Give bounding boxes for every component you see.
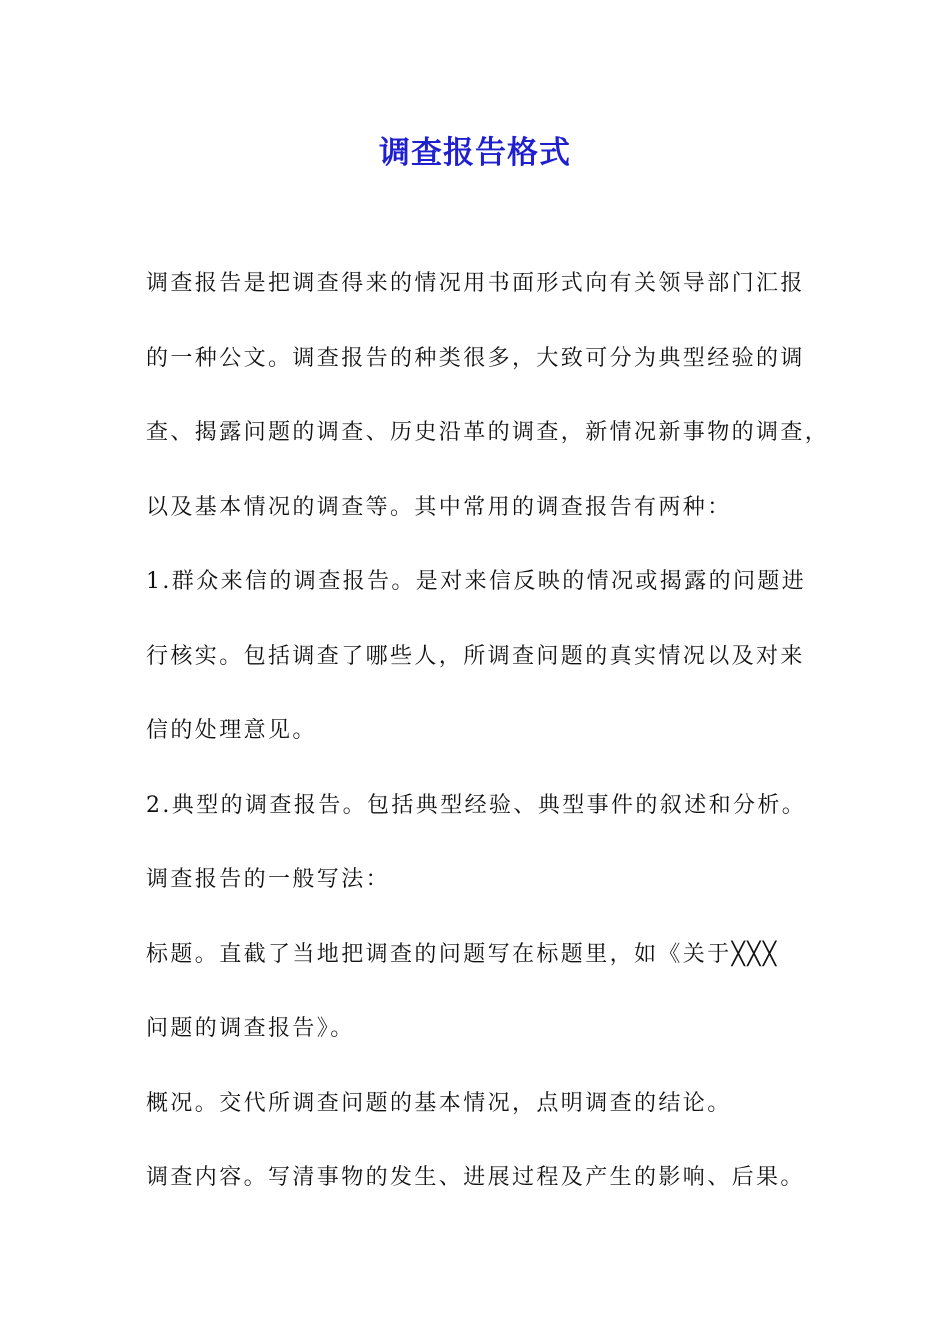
body-line: 信的处理意见。 <box>146 718 317 743</box>
body-line: 调查报告的一般写法： <box>146 867 391 892</box>
body-line: 调查内容。写清事物的发生、进展过程及产生的影响、后果。 <box>146 1165 805 1190</box>
body-line: 问题的调查报告》。 <box>146 1016 355 1041</box>
body-line: 以及基本情况的调查等。其中常用的调查报告有两种： <box>146 494 732 520</box>
body-line: 概况。交代所调查问题的基本情况，点明调查的结论。 <box>146 1090 732 1116</box>
body-line: 调查报告是把调查得来的情况用书面形式向有关领导部门汇报 <box>146 271 805 296</box>
body-line: 查、揭露问题的调查、历史沿革的调查，新情况新事物的调查， <box>146 420 830 445</box>
body-line: 标题。直截了当地把调查的问题写在标题里，如《关于╳╳╳ <box>146 941 779 967</box>
document-title: 调查报告格式 <box>379 135 571 171</box>
body-line: 2.典型的调查报告。包括典型经验、典型事件的叙述和分析。 <box>146 792 807 818</box>
body-line: 行核实。包括调查了哪些人，所调查问题的真实情况以及对来 <box>146 643 805 669</box>
body-line: 1.群众来信的调查报告。是对来信反映的情况或揭露的问题进 <box>146 569 807 594</box>
body-line: 的一种公文。调查报告的种类很多，大致可分为典型经验的调 <box>146 345 805 371</box>
document-body <box>146 262 830 1231</box>
